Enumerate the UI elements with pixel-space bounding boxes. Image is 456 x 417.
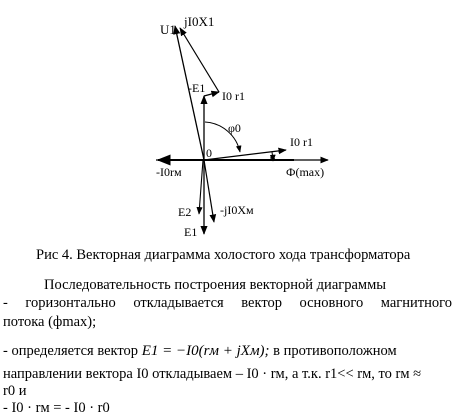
word: магнитного xyxy=(380,295,452,311)
word: основного xyxy=(299,295,364,311)
label-e2: E2 xyxy=(178,205,192,219)
paragraph-line-5: r0 и xyxy=(3,383,27,399)
formula-e1: E1 = −I0(rм + jXм); xyxy=(141,343,270,359)
i0r1-small-vector xyxy=(204,92,219,96)
paragraph-line-3 xyxy=(3,343,397,360)
word: откладывается xyxy=(133,295,224,311)
paragraph-line-4: направлении вектора I0 откладываем – I0 · rм, а т.к. r1<< rм, то rм ≈ xyxy=(3,366,422,382)
line3-prefix: - определяется вектор xyxy=(3,343,139,359)
paragraph-line-1 xyxy=(3,295,452,312)
paragraph-line-2: потока (фmax); xyxy=(3,314,97,330)
minus-ji0xm-vector xyxy=(204,160,214,222)
label-minus-e1-top: -E1 xyxy=(188,81,206,95)
label-phi-max: Ф(max) xyxy=(286,165,325,179)
label-i0r1-upper: I0 r1 xyxy=(222,89,245,103)
label-u1: U1 xyxy=(160,22,176,37)
e2-vector xyxy=(199,160,203,214)
paragraph-line-6: - I0 · rм = - I0 · r0 xyxy=(3,400,110,416)
section-heading: Последовательность построения векторной диаграммы xyxy=(44,277,386,293)
label-alpha: α xyxy=(270,151,276,163)
label-ji0x1: jI0X1 xyxy=(184,14,215,29)
word: вектор xyxy=(241,295,282,311)
label-minus-ji0xm: -jI0Xм xyxy=(220,203,254,217)
line3-suffix: в противоположном xyxy=(273,343,397,359)
figure-caption: Рис 4. Векторная диаграмма холостого хода трансформатора xyxy=(36,247,411,263)
label-minus-i0rm: -I0rм xyxy=(156,165,182,179)
label-phi0: φ0 xyxy=(228,121,241,135)
label-zero: 0 xyxy=(206,146,212,160)
label-e1: E1 xyxy=(184,225,198,239)
word: горизонтально xyxy=(25,295,116,311)
label-i0r1-right: I0 r1 xyxy=(290,135,313,149)
word: - xyxy=(3,295,8,311)
